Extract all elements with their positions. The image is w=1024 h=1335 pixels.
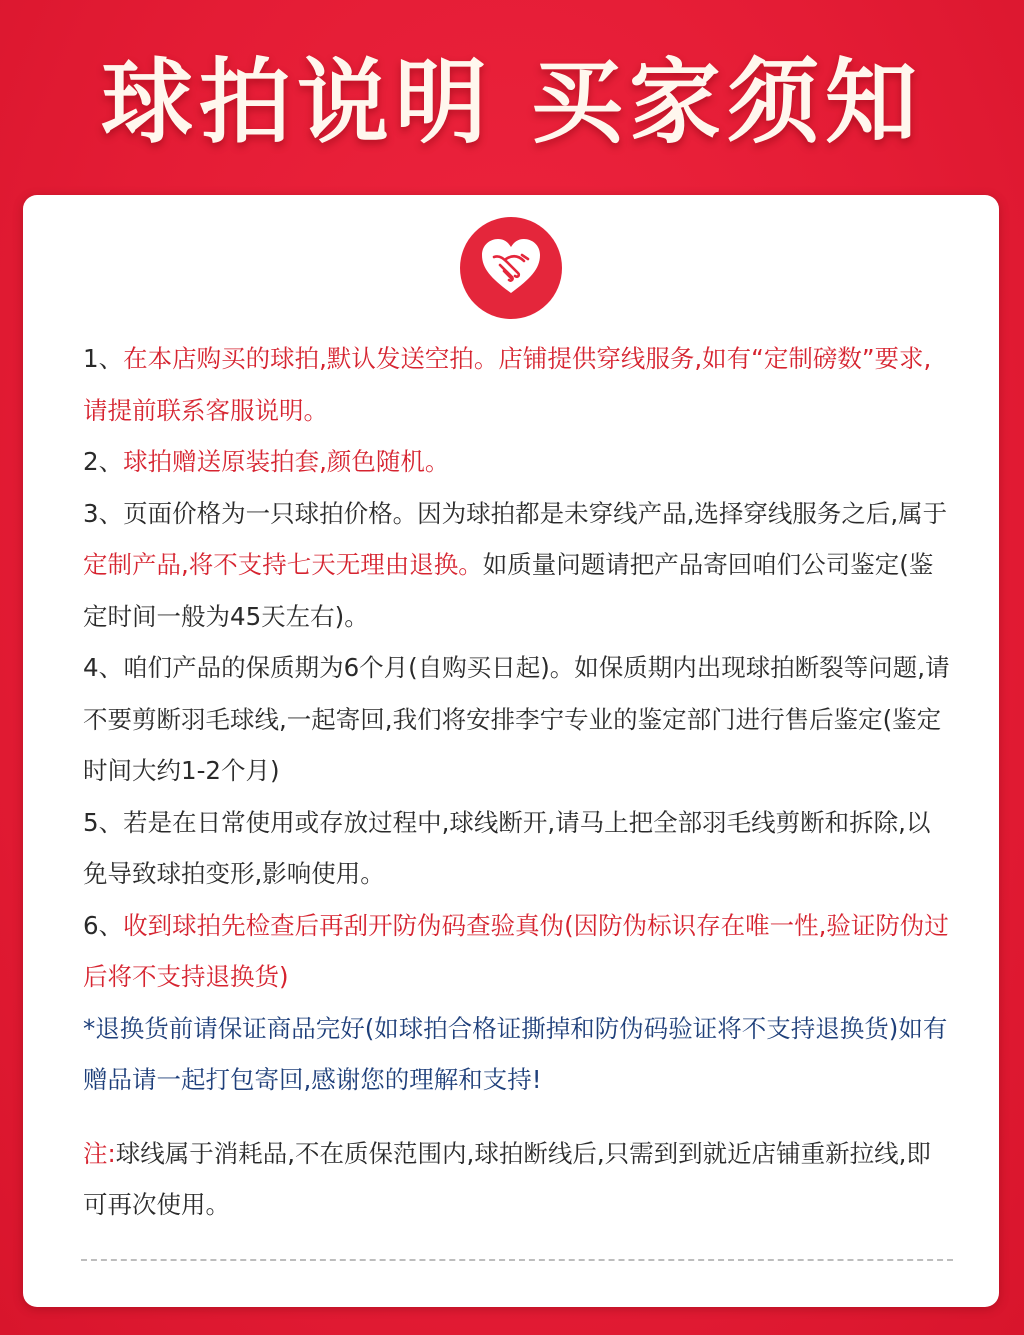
list-item — [83, 436, 953, 488]
list-item — [83, 488, 953, 643]
item-text-highlight: 在本店购买的球拍,默认发送空拍。店铺提供穿线服务,如有“定制磅数”要求,请提前联系客服说明。 — [83, 344, 932, 425]
divider — [81, 1259, 953, 1261]
spacer — [83, 1106, 953, 1128]
item-text-highlight: 定制产品,将不支持七天无理由退换。 — [83, 550, 483, 579]
item-text: 4、咱们产品的保质期为6个月(自购买日起)。如保质期内出现球拍断裂等问题,请不要剪断羽毛球线,一起寄回,我们将安排李宁专业的鉴定部门进行售后鉴定(鉴定时间大约1-2个月) — [83, 653, 950, 785]
item-text: 5、若是在日常使用或存放过程中,球线断开,请马上把全部羽毛线剪断和拆除,以免导致球拍变形,影响使用。 — [83, 807, 931, 888]
item-text-highlight: 收到球拍先检查后再刮开防伪码查验真伪(因防伪标识存在唯一性,验证防伪过后将不支持退换货) — [83, 910, 949, 991]
footer-note-text: 球线属于消耗品,不在质保范围内,球拍断线后,只需到到就近店铺重新拉线,即可再次使用。 — [83, 1138, 931, 1219]
list-item — [83, 900, 953, 1003]
item-number: 6、 — [83, 910, 124, 940]
item-text-highlight: 球拍赠送原装拍套,颜色随机。 — [123, 447, 450, 476]
footer-note — [83, 1128, 953, 1231]
list-item — [83, 333, 953, 436]
notice-content — [83, 333, 953, 1231]
notice-card — [23, 195, 999, 1307]
list-item — [83, 797, 953, 900]
item-number: 1、 — [83, 344, 124, 373]
handshake-heart-icon — [460, 217, 562, 319]
item-text: 如质量问题请把产品寄回咱们公司鉴定(鉴定时间一般为45天左右)。 — [83, 550, 934, 631]
item-number: 2、 — [83, 447, 124, 476]
return-note: *退换货前请保证商品完好(如球拍合格证撕掉和防伪码验证将不支持退换货)如有赠品请一起打包寄回,感谢您的理解和支持! — [83, 1013, 948, 1094]
header — [0, 0, 1024, 190]
list-item — [83, 642, 953, 797]
item-text: 3、页面价格为一只球拍价格。因为球拍都是未穿线产品,选择穿线服务之后,属于 — [83, 498, 948, 528]
page-title: 球拍说明 买家须知 — [100, 49, 924, 156]
footer-note-label: 注: — [83, 1138, 116, 1168]
